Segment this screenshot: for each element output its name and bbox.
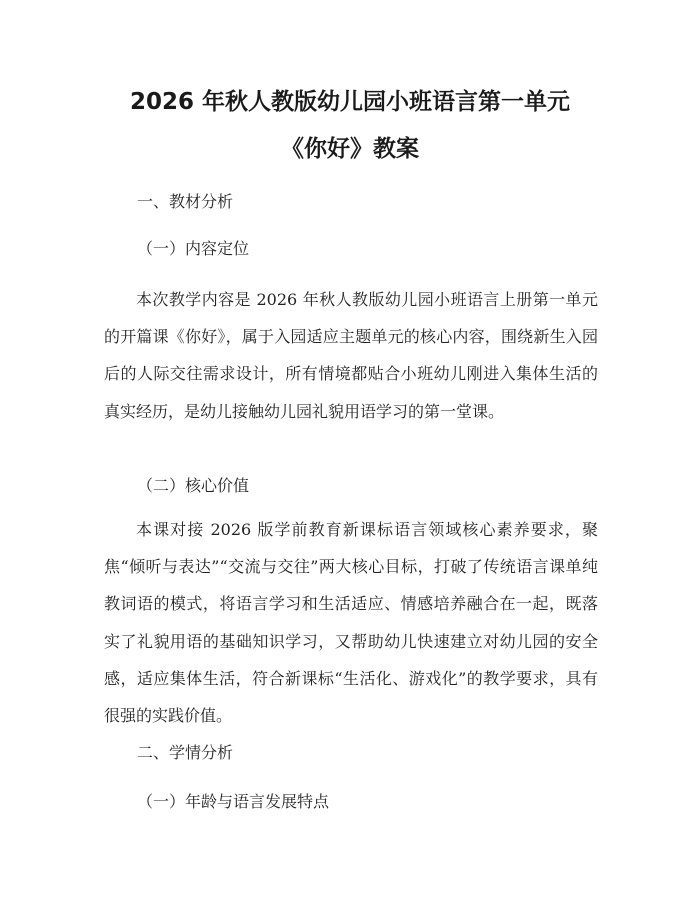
paragraph-core-value: 本课对接 2026 版学前教育新课标语言领域核心素养要求，聚焦“倾听与表达”“交流与交往”两大核心目标，打破了传统语言课单纯教词语的模式，将语言学习和生活适应、情感培养融合在一起，既落实了礼貌用语的基础知识学习，又帮助幼儿快速建立对幼儿园的安全感，适应集体生活，符合新课标“生活化、游戏化”的教学要求，具有很强的实践价值。 bbox=[104, 520, 598, 726]
paragraph-content-positioning: 本次教学内容是 2026 年秋人教版幼儿园小班语言上册第一单元的开篇课《你好》，属于入园适应主题单元的核心内容，围绕新生入园后的人际交往需求设计，所有情境都贴合小班幼儿刚进入集体生活的真实经历，是幼儿接触幼儿园礼貌用语学习的第一堂课。 bbox=[104, 290, 598, 421]
section-heading-materials-analysis: 一、教材分析 bbox=[137, 192, 234, 211]
subsection-heading-age-language-traits: （一）年龄与语言发展特点 bbox=[137, 792, 330, 811]
document-title-line-1: 2026 年秋人教版幼儿园小班语言第一单元 bbox=[129, 89, 571, 115]
section-heading-learner-analysis: 二、学情分析 bbox=[137, 743, 234, 762]
document-title-line-2: 《你好》教案 bbox=[281, 136, 419, 162]
subsection-heading-core-value: （二）核心价值 bbox=[137, 476, 250, 495]
subsection-heading-content-positioning: （一）内容定位 bbox=[137, 239, 250, 258]
